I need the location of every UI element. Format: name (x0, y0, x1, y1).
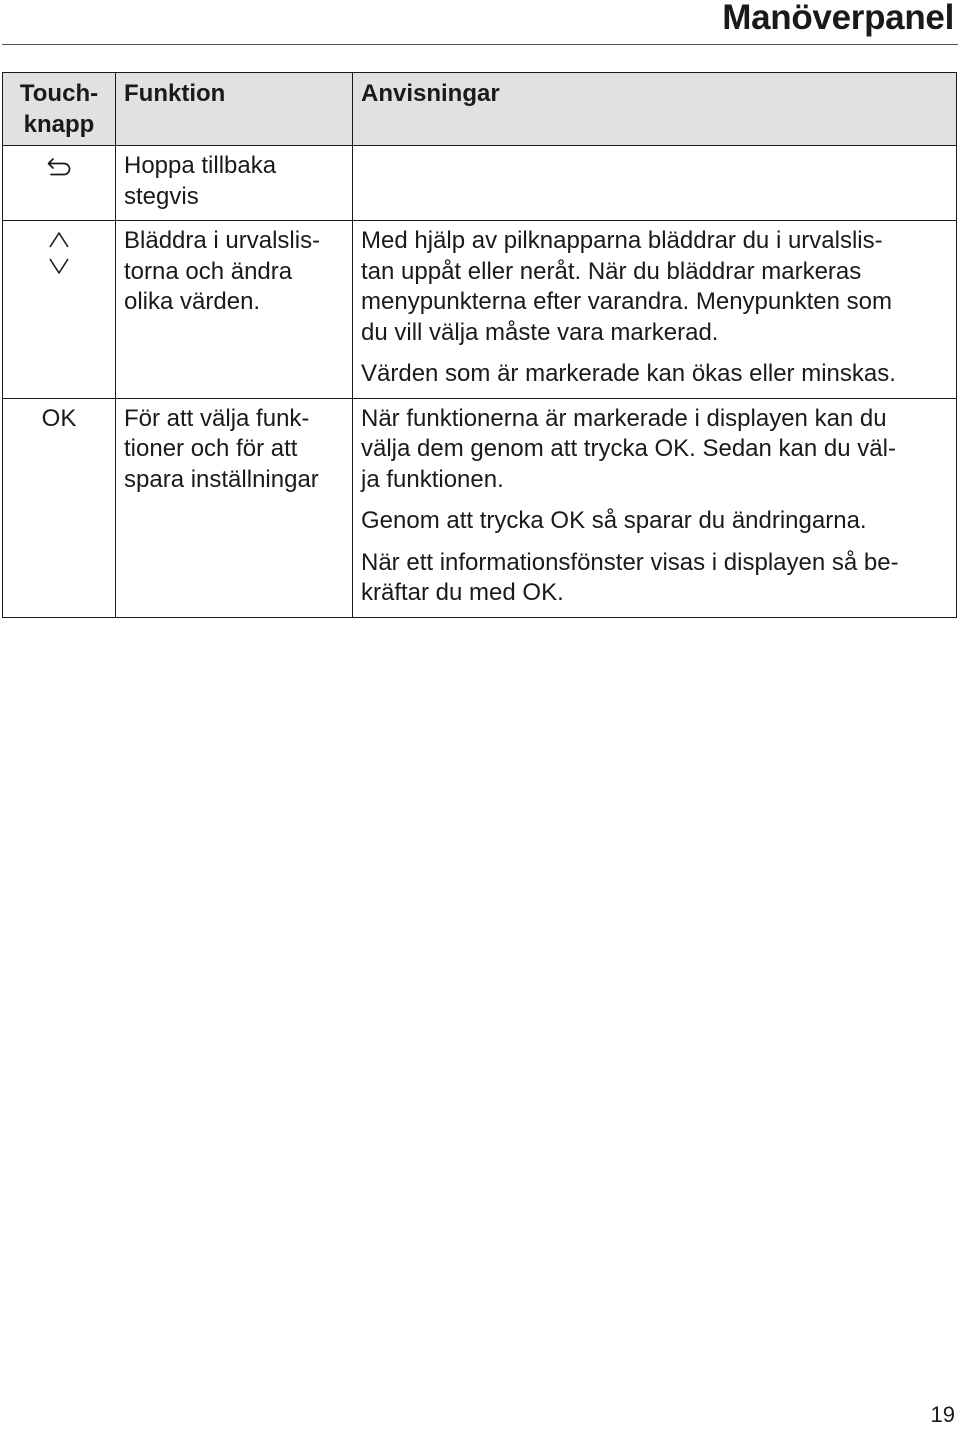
instructions-cell (353, 221, 957, 399)
instructions-cell (353, 146, 957, 221)
table-row (3, 146, 957, 221)
key-cell (3, 221, 116, 399)
function-cell: Hoppa tillbaka stegvis (116, 146, 353, 221)
key-cell (3, 146, 116, 221)
header-touch-button: Touch- knapp (3, 73, 116, 146)
instructions-cell (353, 398, 957, 617)
control-panel-table (2, 72, 957, 618)
header-instructions: Anvisningar (353, 73, 957, 146)
header-divider (2, 44, 958, 45)
instruction-paragraph: När funktionerna är markerade i displayen kan du välja dem genom att trycka OK. Sedan kan du väl- ja funktionen. (361, 404, 896, 493)
table-row (3, 398, 957, 617)
table-row (3, 221, 957, 399)
header-function: Funktion (116, 73, 353, 146)
instruction-paragraph: Värden som är markerade kan ökas eller minskas. (361, 360, 896, 387)
back-arrow-icon (46, 155, 72, 177)
arrow-down-icon (48, 256, 70, 276)
page-number: 19 (930, 1402, 955, 1427)
instruction-paragraph: Med hjälp av pilknapparna bläddrar du i urvalslis- tan uppåt eller neråt. När du bläddrar markeras menypunkterna efter varandra. Menypunkten som du vill välja måste vara markerad. (361, 227, 892, 346)
table-header-row (3, 73, 957, 146)
instruction-paragraph: Genom att trycka OK så sparar du ändringarna. (361, 507, 867, 534)
instruction-paragraph: När ett informationsfönster visas i displayen så be- kräftar du med OK. (361, 548, 899, 606)
key-cell-ok: OK (3, 398, 116, 617)
page-title: Manöverpanel (722, 0, 954, 37)
function-cell: För att välja funk- tioner och för att spara inställningar (116, 398, 353, 617)
function-cell: Bläddra i urvalslis- torna och ändra olika värden. (116, 221, 353, 399)
arrow-up-icon (48, 230, 70, 250)
